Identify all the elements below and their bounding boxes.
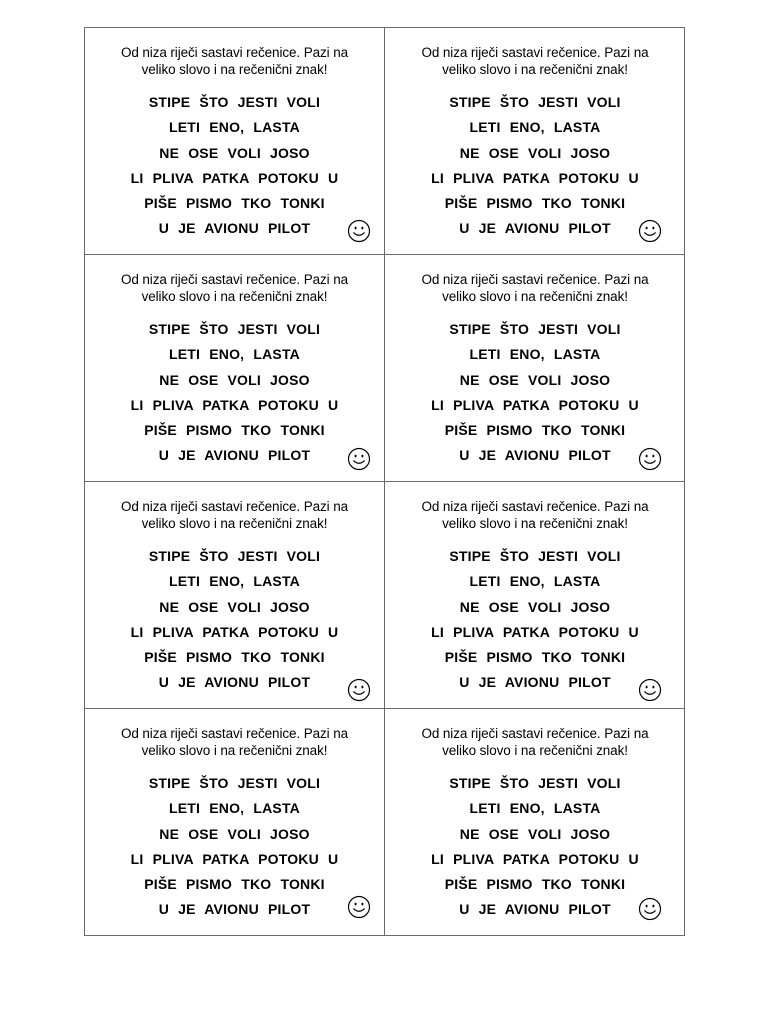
instruction-line: Od niza riječi sastavi rečenice. Pazi na: [120, 726, 349, 741]
word-line: LETI ENO, LASTA: [169, 573, 300, 590]
word-line: NE OSE VOLI JOSO: [459, 598, 611, 615]
word-line: LI PLIVA PATKA POTOKU U: [431, 169, 639, 186]
smiley-face-icon: [638, 678, 662, 702]
instruction-line: Od niza riječi sastavi rečenice. Pazi na: [120, 272, 349, 287]
word-line: STIPE ŠTO JESTI VOLI: [449, 548, 621, 564]
word-line: PIŠE PISMO TKO TONKI: [444, 195, 626, 212]
word-line: NE OSE VOLI JOSO: [159, 371, 310, 388]
word-line: STIPE ŠTO JESTI VOLI: [449, 775, 621, 791]
smiley-face-icon: [638, 219, 662, 243]
word-line: LI PLIVA PATKA POTOKU U: [431, 850, 639, 867]
word-line: STIPE ŠTO JESTI VOLI: [148, 548, 321, 564]
word-line: STIPE ŠTO JESTI VOLI: [148, 94, 321, 110]
instruction-line: Od niza riječi sastavi rečenice. Pazi na: [421, 272, 649, 287]
instruction-line: veliko slovo i na rečenični znak!: [442, 289, 628, 304]
word-line: LETI ENO, LASTA: [469, 119, 601, 136]
word-line: PIŠE PISMO TKO TONKI: [144, 422, 325, 439]
word-line: U JE AVIONU PILOT: [158, 901, 311, 918]
instruction-line: veliko slovo i na rečenični znak!: [442, 516, 628, 531]
card-instruction: [85, 498, 384, 532]
smiley-face-icon: [638, 897, 662, 921]
card-instruction: [385, 725, 685, 759]
worksheet-grid: [84, 27, 685, 936]
word-line: PIŠE PISMO TKO TONKI: [444, 876, 626, 893]
word-line: U JE AVIONU PILOT: [158, 447, 311, 464]
word-line: PIŠE PISMO TKO TONKI: [144, 876, 325, 893]
worksheet-card: [385, 709, 685, 936]
word-line: LETI ENO, LASTA: [169, 346, 300, 363]
word-line: U JE AVIONU PILOT: [158, 220, 311, 237]
word-line: LI PLIVA PATKA POTOKU U: [431, 623, 639, 640]
instruction-line: Od niza riječi sastavi rečenice. Pazi na: [120, 45, 349, 60]
card-instruction: [85, 725, 384, 759]
word-line: LETI ENO, LASTA: [469, 346, 601, 363]
word-line: PIŠE PISMO TKO TONKI: [444, 422, 626, 439]
worksheet-card: [85, 28, 385, 255]
word-lines: [85, 90, 384, 242]
word-line: PIŠE PISMO TKO TONKI: [444, 649, 626, 666]
word-line: U JE AVIONU PILOT: [459, 901, 611, 918]
word-lines: [385, 317, 685, 469]
smiley-face-icon: [347, 447, 371, 471]
word-line: LETI ENO, LASTA: [169, 119, 300, 136]
card-instruction: [85, 44, 384, 78]
word-line: NE OSE VOLI JOSO: [459, 825, 611, 842]
smiley-face-icon: [347, 895, 371, 919]
instruction-line: Od niza riječi sastavi rečenice. Pazi na: [421, 45, 649, 60]
card-instruction: [85, 271, 384, 305]
word-line: STIPE ŠTO JESTI VOLI: [449, 321, 621, 337]
word-line: LETI ENO, LASTA: [469, 800, 601, 817]
word-line: LETI ENO, LASTA: [469, 573, 601, 590]
word-lines: [85, 544, 384, 696]
instruction-line: Od niza riječi sastavi rečenice. Pazi na: [120, 499, 349, 514]
word-line: LETI ENO, LASTA: [169, 800, 300, 817]
word-line: LI PLIVA PATKA POTOKU U: [130, 396, 339, 413]
instruction-line: Od niza riječi sastavi rečenice. Pazi na: [421, 726, 649, 741]
worksheet-card: [85, 709, 385, 936]
word-line: PIŠE PISMO TKO TONKI: [144, 649, 325, 666]
word-line: STIPE ŠTO JESTI VOLI: [148, 775, 321, 791]
word-line: STIPE ŠTO JESTI VOLI: [449, 94, 621, 110]
word-line: NE OSE VOLI JOSO: [159, 598, 310, 615]
card-instruction: [385, 271, 685, 305]
instruction-line: veliko slovo i na rečenični znak!: [141, 516, 328, 531]
instruction-line: veliko slovo i na rečenični znak!: [442, 743, 628, 758]
card-instruction: [385, 44, 685, 78]
word-line: LI PLIVA PATKA POTOKU U: [130, 169, 339, 186]
word-line: U JE AVIONU PILOT: [459, 447, 611, 464]
instruction-line: veliko slovo i na rečenični znak!: [141, 743, 328, 758]
worksheet-card: [85, 482, 385, 709]
word-line: NE OSE VOLI JOSO: [459, 144, 611, 161]
word-lines: [85, 771, 384, 923]
worksheet-card: [385, 28, 685, 255]
word-lines: [85, 317, 384, 469]
word-line: U JE AVIONU PILOT: [158, 674, 311, 691]
instruction-line: veliko slovo i na rečenični znak!: [141, 289, 328, 304]
word-line: NE OSE VOLI JOSO: [159, 825, 310, 842]
smiley-face-icon: [638, 447, 662, 471]
worksheet-card: [385, 482, 685, 709]
instruction-line: veliko slovo i na rečenični znak!: [141, 62, 328, 77]
word-line: NE OSE VOLI JOSO: [459, 371, 611, 388]
card-instruction: [385, 498, 685, 532]
instruction-line: Od niza riječi sastavi rečenice. Pazi na: [421, 499, 649, 514]
word-line: LI PLIVA PATKA POTOKU U: [130, 623, 339, 640]
smiley-face-icon: [347, 678, 371, 702]
word-line: PIŠE PISMO TKO TONKI: [144, 195, 325, 212]
word-line: LI PLIVA PATKA POTOKU U: [130, 850, 339, 867]
word-line: U JE AVIONU PILOT: [459, 674, 611, 691]
word-line: U JE AVIONU PILOT: [459, 220, 611, 237]
word-line: LI PLIVA PATKA POTOKU U: [431, 396, 639, 413]
word-line: NE OSE VOLI JOSO: [159, 144, 310, 161]
worksheet-card: [85, 255, 385, 482]
worksheet-card: [385, 255, 685, 482]
word-lines: [385, 544, 685, 696]
smiley-face-icon: [347, 219, 371, 243]
instruction-line: veliko slovo i na rečenični znak!: [442, 62, 628, 77]
word-line: STIPE ŠTO JESTI VOLI: [148, 321, 321, 337]
